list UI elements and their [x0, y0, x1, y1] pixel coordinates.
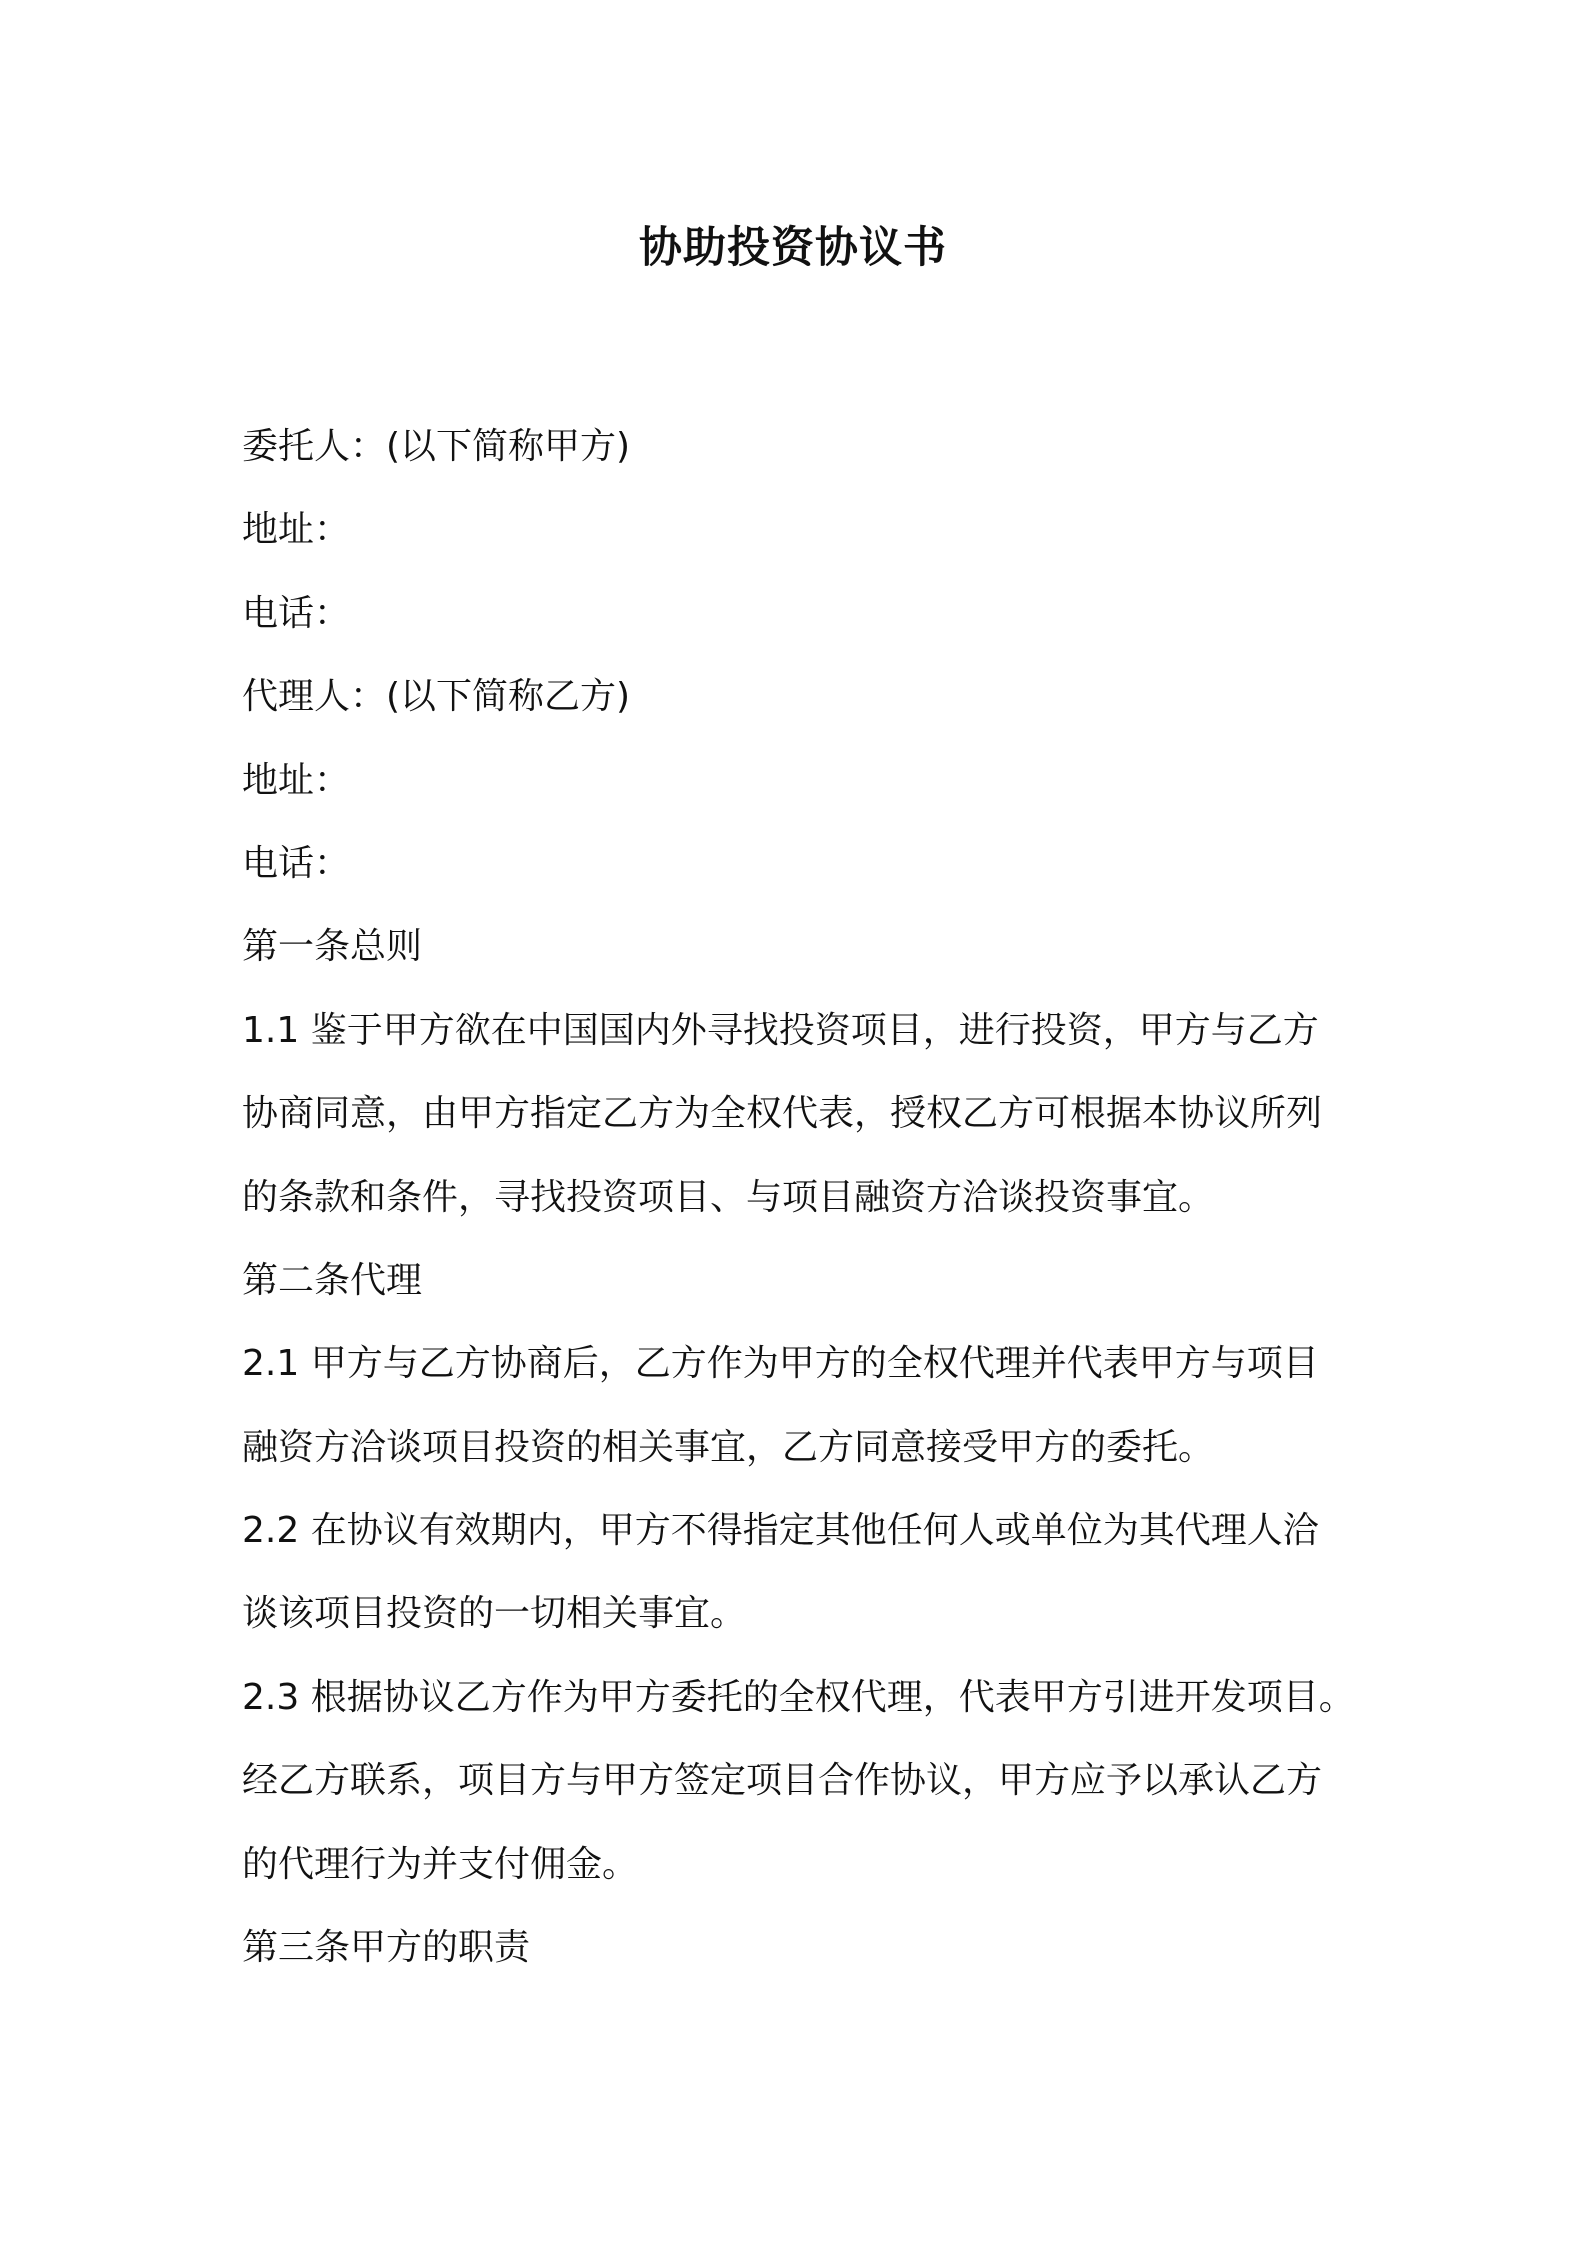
party-b-address: 地址： [242, 759, 351, 801]
clause-1-1-line-3: 的条款和条件，寻找投资项目、与项目融资方洽谈投资事宜。 [242, 1176, 1215, 1218]
article-2-heading: 第二条代理 [242, 1259, 423, 1301]
document-body [242, 405, 1355, 1989]
document-title: 协助投资协议书 [639, 223, 947, 273]
article-3-heading: 第三条甲方的职责 [242, 1927, 531, 1969]
clause-2-3-line-1: 2.3 根据协议乙方作为甲方委托的全权代理，代表甲方引进开发项目。 [242, 1676, 1355, 1718]
party-b-phone: 电话： [242, 842, 351, 884]
clause-1-1-line-2: 协商同意，由甲方指定乙方为全权代表，授权乙方可根据本协议所列 [242, 1093, 1323, 1135]
clause-2-3-line-2: 经乙方联系，项目方与甲方签定项目合作协议，甲方应予以承认乙方 [242, 1760, 1323, 1802]
clause-2-1-line-1: 2.1 甲方与乙方协商后，乙方作为甲方的全权代理并代表甲方与项目 [242, 1343, 1319, 1385]
party-a-address: 地址： [242, 509, 351, 551]
clause-1-1-line-1: 1.1 鉴于甲方欲在中国国内外寻找投资项目，进行投资，甲方与乙方 [242, 1009, 1319, 1051]
party-b-label: 代理人：(以下简称乙方) [242, 676, 631, 718]
clause-2-1-line-2: 融资方洽谈项目投资的相关事宜，乙方同意接受甲方的委托。 [242, 1426, 1215, 1468]
party-a-phone: 电话： [242, 592, 351, 634]
clause-2-3-line-3: 的代理行为并支付佣金。 [242, 1843, 639, 1885]
clause-2-2-line-1: 2.2 在协议有效期内，甲方不得指定其他任何人或单位为其代理人洽 [242, 1510, 1319, 1552]
party-a-label: 委托人：(以下简称甲方) [242, 426, 631, 467]
clause-2-2-line-2: 谈该项目投资的一切相关事宜。 [242, 1593, 747, 1635]
article-1-heading: 第一条总则 [242, 926, 423, 968]
